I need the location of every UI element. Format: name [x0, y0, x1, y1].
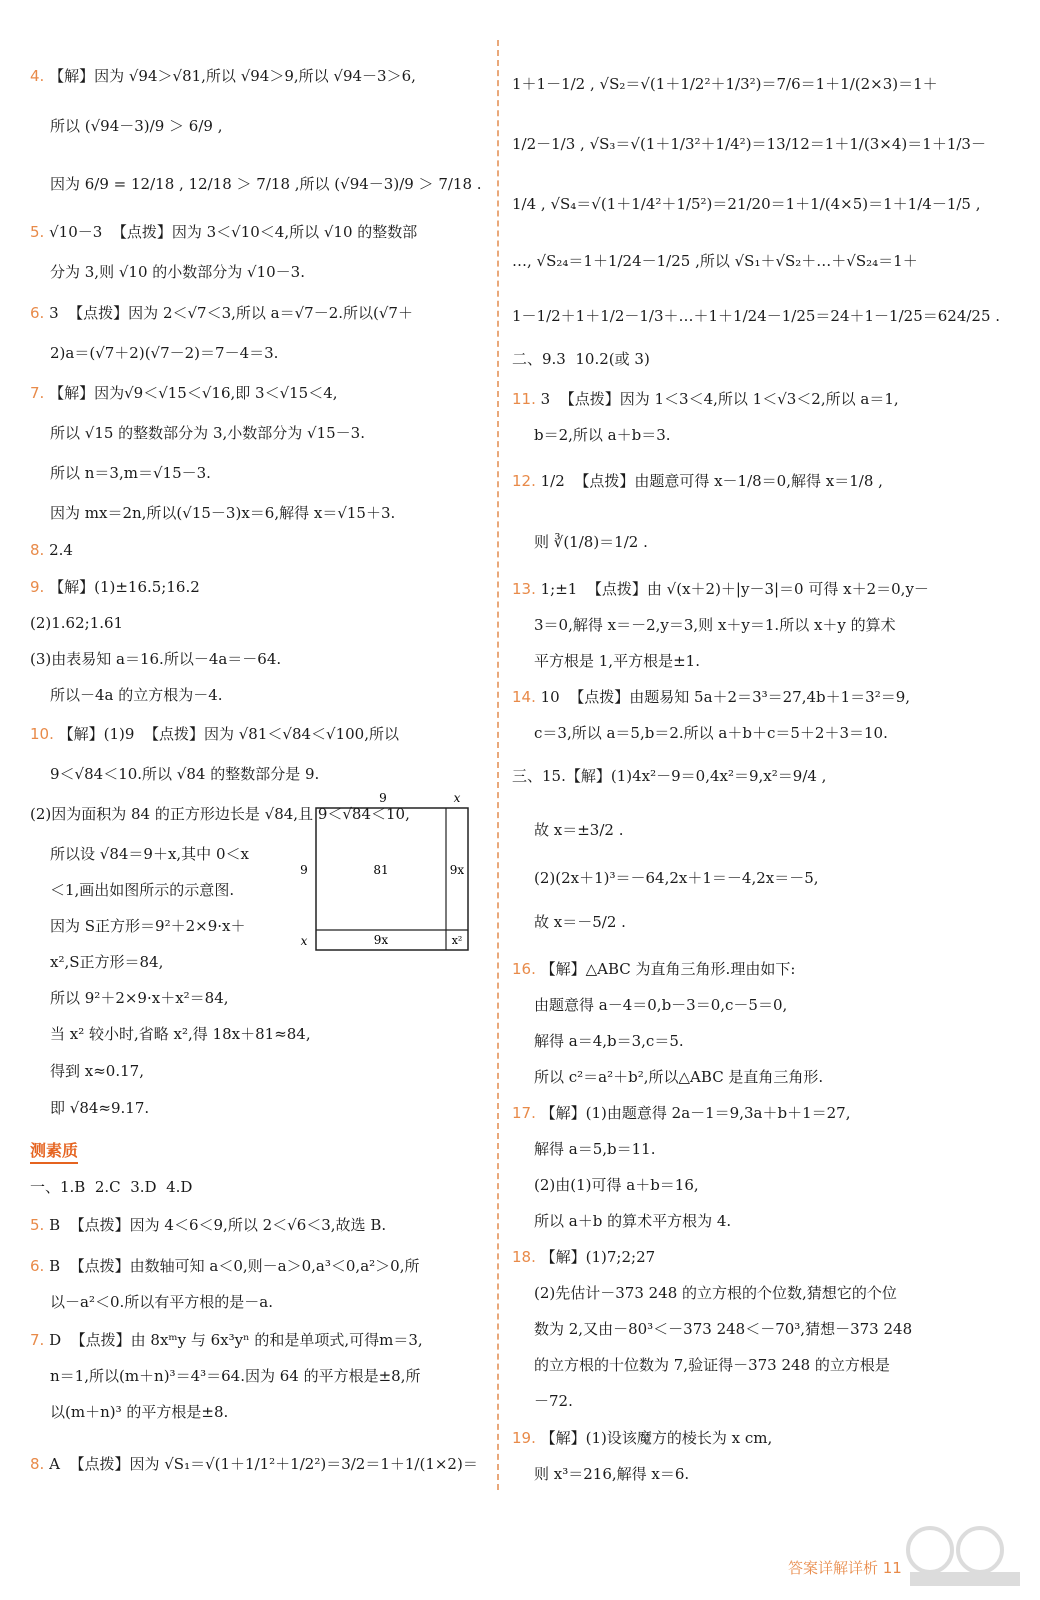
- right-line: [534, 1066, 823, 1088]
- line-text: x²,S正方形＝84,: [50, 953, 164, 971]
- line-text: 故 x＝±3/2 .: [534, 821, 624, 839]
- left-line: [30, 539, 73, 561]
- square-diagram: [288, 790, 473, 965]
- line-text: 平方根是 1,平方根是±1.: [534, 652, 700, 670]
- left-line: [50, 951, 163, 973]
- question-number: 17.: [512, 1104, 536, 1122]
- line-text: 因为 6/9 = 12/18 , 12/18 ＞ 7/18 ,所以 (√94－3)/9 ＞ 7/18 .: [50, 175, 482, 193]
- left-line: [30, 1176, 192, 1198]
- question-number: 6.: [30, 304, 45, 322]
- question-number: 7.: [30, 1331, 45, 1349]
- question-number: 13.: [512, 580, 536, 598]
- left-line: [50, 1401, 228, 1423]
- question-number: 16.: [512, 960, 536, 978]
- right-line: [512, 193, 981, 215]
- line-text: 【解】(1)±16.5;16.2: [49, 578, 200, 596]
- line-text: 则 ∛(1/8)＝1/2 .: [534, 533, 648, 551]
- right-line: [534, 531, 648, 553]
- left-line: [50, 763, 319, 785]
- fig-label-top-left: 9: [379, 791, 387, 805]
- left-line: [50, 1023, 311, 1045]
- question-number: 6.: [30, 1257, 45, 1275]
- right-line: [534, 1210, 731, 1232]
- line-text: 1;±1 【点拨】由 √(x＋2)＋|y－3|＝0 可得 x＋2＝0,y－: [540, 580, 929, 598]
- line-text: 的立方根的十位数为 7,验证得－373 248 的立方根是: [534, 1356, 890, 1374]
- line-text: b＝2,所以 a＋b＝3.: [534, 426, 671, 444]
- left-line: [30, 1214, 386, 1236]
- section-title: 测素质: [30, 1138, 78, 1164]
- right-line: [512, 305, 1000, 327]
- right-line: [512, 133, 986, 155]
- left-line: [50, 115, 222, 137]
- line-text: 所以设 √84＝9＋x,其中 0＜x: [50, 845, 249, 863]
- question-number: 9.: [30, 578, 45, 596]
- fig-label-bottom: x: [300, 934, 308, 948]
- line-text: 【解】因为√9＜√15＜√16,即 3＜√15＜4,: [49, 384, 338, 402]
- line-text: 因为 mx＝2n,所以(√15－3)x＝6,解得 x＝√15＋3.: [50, 504, 396, 522]
- line-text: 1/4 , √S₄＝√(1＋1/4²＋1/5²)＝21/20＝1＋1/(4×5)＝1＋1/4－1/5 ,: [512, 195, 981, 213]
- right-line: [534, 1354, 890, 1376]
- line-text: (2)先估计－373 248 的立方根的个位数,猜想它的个位: [534, 1284, 897, 1302]
- line-text: 一、1.B 2.C 3.D 4.D: [30, 1178, 193, 1196]
- line-text: (2)(2x＋1)³＝－64,2x＋1＝－4,2x＝－5,: [534, 869, 819, 887]
- left-line: [50, 843, 249, 865]
- left-line: [50, 915, 245, 937]
- line-text: 所以 n＝3,m＝√15－3.: [50, 464, 211, 482]
- line-text: √10－3 【点拨】因为 3＜√10＜4,所以 √10 的整数部: [49, 223, 418, 241]
- right-line: [534, 867, 819, 889]
- left-line: [50, 987, 229, 1009]
- line-text: 即 √84≈9.17.: [50, 1099, 150, 1117]
- line-text: 1＋1－1/2 , √S₂＝√(1＋1/2²＋1/3²)＝7/6＝1＋1/(2×3)＝1＋: [512, 75, 938, 93]
- left-line: [30, 1453, 478, 1475]
- left-line: [50, 1060, 144, 1082]
- line-text: 【解】(1)7;2;27: [540, 1248, 656, 1266]
- line-text: 1/2－1/3 , √S₃＝√(1＋1/3²＋1/4²)＝13/12＝1＋1/(3×4)＝1＋1/3－: [512, 135, 986, 153]
- fig-label-top-right: x: [453, 791, 461, 805]
- line-text: 得到 x≈0.17,: [50, 1062, 144, 1080]
- line-text: 所以 (√94－3)/9 ＞ 6/9 ,: [50, 117, 223, 135]
- right-line: [512, 73, 938, 95]
- right-line: [512, 765, 826, 787]
- left-line: [50, 879, 234, 901]
- line-text: 【解】△ABC 为直角三角形.理由如下:: [540, 960, 796, 978]
- question-number: 14.: [512, 688, 536, 706]
- line-text: 三、15.【解】(1)4x²－9＝0,4x²＝9,x²＝9/4 ,: [512, 767, 827, 785]
- line-text: 10 【点拨】由题易知 5a＋2＝3³＝27,4b＋1＝3²＝9,: [540, 688, 911, 706]
- right-line: [512, 348, 650, 370]
- question-number: 18.: [512, 1248, 536, 1266]
- question-number: 19.: [512, 1429, 536, 1447]
- left-line: [50, 422, 365, 444]
- line-text: 解得 a＝4,b＝3,c＝5.: [534, 1032, 684, 1050]
- question-number: 8.: [30, 1455, 45, 1473]
- line-text: 数为 2,又由－80³＜－373 248＜－70³,猜想－373 248: [534, 1320, 913, 1338]
- fig-center-area: 81: [373, 863, 389, 877]
- line-text: B 【点拨】由数轴可知 a＜0,则－a＞0,a³＜0,a²＞0,所: [49, 1257, 420, 1275]
- column-divider: [497, 40, 499, 1490]
- line-text: 二、9.3 10.2(或 3): [512, 350, 650, 368]
- question-number: 10.: [30, 725, 54, 743]
- line-text: 9＜√84＜10.所以 √84 的整数部分是 9.: [50, 765, 320, 783]
- line-text: 以(m＋n)³ 的平方根是±8.: [50, 1403, 229, 1421]
- line-text: 3 【点拨】因为 2＜√7＜3,所以 a＝√7－2.所以(√7＋: [49, 304, 413, 322]
- line-text: 由题意得 a－4＝0,b－3＝0,c－5＝0,: [534, 996, 788, 1014]
- left-line: [50, 1291, 273, 1313]
- line-text: c＝3,所以 a＝5,b＝2.所以 a＋b＋c＝5＋2＋3＝10.: [534, 724, 888, 742]
- left-line: [30, 648, 281, 670]
- right-line: [534, 1390, 573, 1412]
- line-text: 故 x＝－5/2 .: [534, 913, 626, 931]
- line-text: 以－a²＜0.所以有平方根的是－a.: [50, 1293, 273, 1311]
- line-text: 【解】(1)由题意得 2a－1＝9,3a＋b＋1＝27,: [540, 1104, 851, 1122]
- left-line: [50, 684, 223, 706]
- question-number: 11.: [512, 390, 536, 408]
- line-text: 2.4: [49, 541, 73, 559]
- right-line: [512, 470, 883, 492]
- line-text: 所以 c²＝a²＋b²,所以△ABC 是直角三角形.: [534, 1068, 824, 1086]
- line-text: 所以 9²＋2×9·x＋x²＝84,: [50, 989, 229, 1007]
- right-line: [512, 250, 918, 272]
- right-line: [534, 722, 888, 744]
- line-text: 3 【点拨】因为 1＜3＜4,所以 1＜√3＜2,所以 a＝1,: [540, 390, 899, 408]
- right-line: [534, 1030, 684, 1052]
- line-text: 所以 √15 的整数部分为 3,小数部分为 √15－3.: [50, 424, 365, 442]
- question-number: 5.: [30, 1216, 45, 1234]
- right-line: [534, 424, 671, 446]
- right-line: [512, 1246, 655, 1268]
- line-text: …, √S₂₄＝1＋1/24－1/25 ,所以 √S₁＋√S₂＋…＋√S₂₄＝1＋: [512, 252, 918, 270]
- right-line: [534, 1282, 897, 1304]
- left-line: [50, 1365, 421, 1387]
- left-line: [30, 302, 413, 324]
- right-line: [534, 1138, 655, 1160]
- line-text: 1/2 【点拨】由题意可得 x－1/8＝0,解得 x＝1/8 ,: [540, 472, 883, 490]
- outer-square: [316, 808, 468, 950]
- line-text: 当 x² 较小时,省略 x²,得 18x＋81≈84,: [50, 1025, 311, 1043]
- left-line: [30, 576, 200, 598]
- line-text: A 【点拨】因为 √S₁＝√(1＋1/1²＋1/2²)＝3/2＝1＋1/(1×2)＝: [49, 1455, 478, 1473]
- line-text: B 【点拨】因为 4＜6＜9,所以 2＜√6＜3,故选 B.: [49, 1216, 387, 1234]
- line-text: (2)1.62;1.61: [30, 614, 124, 632]
- left-line: [50, 173, 482, 195]
- right-line: [534, 819, 623, 841]
- line-text: (2)由(1)可得 a＋b＝16,: [534, 1176, 699, 1194]
- right-line: [534, 1463, 689, 1485]
- left-line: [50, 1097, 149, 1119]
- right-line: [512, 578, 929, 600]
- line-text: 【解】因为 √94＞√81,所以 √94＞9,所以 √94－3＞6,: [49, 67, 416, 85]
- line-text: (2)因为面积为 84 的正方形边长是 √84,且 9＜√84＜10,: [30, 805, 410, 823]
- left-line: [30, 723, 399, 745]
- right-line: [534, 614, 896, 636]
- line-text: ＜1,画出如图所示的示意图.: [50, 881, 235, 899]
- line-text: 分为 3,则 √10 的小数部分为 √10－3.: [50, 263, 305, 281]
- left-line: [30, 612, 123, 634]
- right-line: [512, 958, 795, 980]
- line-text: 2)a＝(√7＋2)(√7－2)＝7－4＝3.: [50, 344, 279, 362]
- line-text: 【解】(1)设该魔方的棱长为 x cm,: [540, 1429, 773, 1447]
- right-line: [534, 650, 700, 672]
- right-line: [512, 388, 899, 410]
- left-line: [30, 221, 417, 243]
- question-number: 4.: [30, 67, 45, 85]
- fig-right-area: 9x: [449, 863, 465, 877]
- page-footer: 答案详解详析 11: [788, 1559, 902, 1577]
- question-number: 7.: [30, 384, 45, 402]
- left-line: [50, 342, 278, 364]
- question-number: 12.: [512, 472, 536, 490]
- right-line: [512, 1427, 772, 1449]
- right-line: [534, 1174, 699, 1196]
- fig-bottom-area: 9x: [373, 933, 389, 947]
- left-line: [50, 462, 211, 484]
- line-text: n＝1,所以(m＋n)³＝4³＝64.因为 64 的平方根是±8,所: [50, 1367, 421, 1385]
- line-text: 解得 a＝5,b＝11.: [534, 1140, 656, 1158]
- watermark-logo-icon: [900, 1520, 1030, 1590]
- right-line: [534, 994, 787, 1016]
- line-text: －72.: [534, 1392, 573, 1410]
- fig-label-side: 9: [300, 863, 308, 877]
- left-line: [30, 65, 416, 87]
- left-line: [30, 1255, 419, 1277]
- left-line: [30, 1329, 423, 1351]
- fig-corner-area: x²: [451, 934, 463, 947]
- line-text: 3＝0,解得 x＝－2,y＝3,则 x＋y＝1.所以 x＋y 的算术: [534, 616, 896, 634]
- line-text: 所以 a＋b 的算术平方根为 4.: [534, 1212, 732, 1230]
- left-line: [30, 382, 338, 404]
- line-text: 所以－4a 的立方根为－4.: [50, 686, 223, 704]
- line-text: D 【点拨】由 8xᵐy 与 6x³yⁿ 的和是单项式,可得m＝3,: [49, 1331, 423, 1349]
- question-number: 8.: [30, 541, 45, 559]
- question-number: 5.: [30, 223, 45, 241]
- left-line: [50, 261, 305, 283]
- line-text: 因为 S正方形＝9²＋2×9·x＋: [50, 917, 246, 935]
- line-text: 【解】(1)9 【点拨】因为 √81＜√84＜√100,所以: [58, 725, 399, 743]
- left-line: [50, 502, 395, 524]
- right-line: [512, 686, 910, 708]
- line-text: (3)由表易知 a＝16.所以－4a＝－64.: [30, 650, 282, 668]
- right-line: [512, 1102, 851, 1124]
- line-text: 1－1/2＋1＋1/2－1/3＋…＋1＋1/24－1/25＝24＋1－1/25＝624/25 .: [512, 307, 1001, 325]
- right-line: [534, 1318, 912, 1340]
- right-line: [534, 911, 626, 933]
- line-text: 则 x³＝216,解得 x＝6.: [534, 1465, 690, 1483]
